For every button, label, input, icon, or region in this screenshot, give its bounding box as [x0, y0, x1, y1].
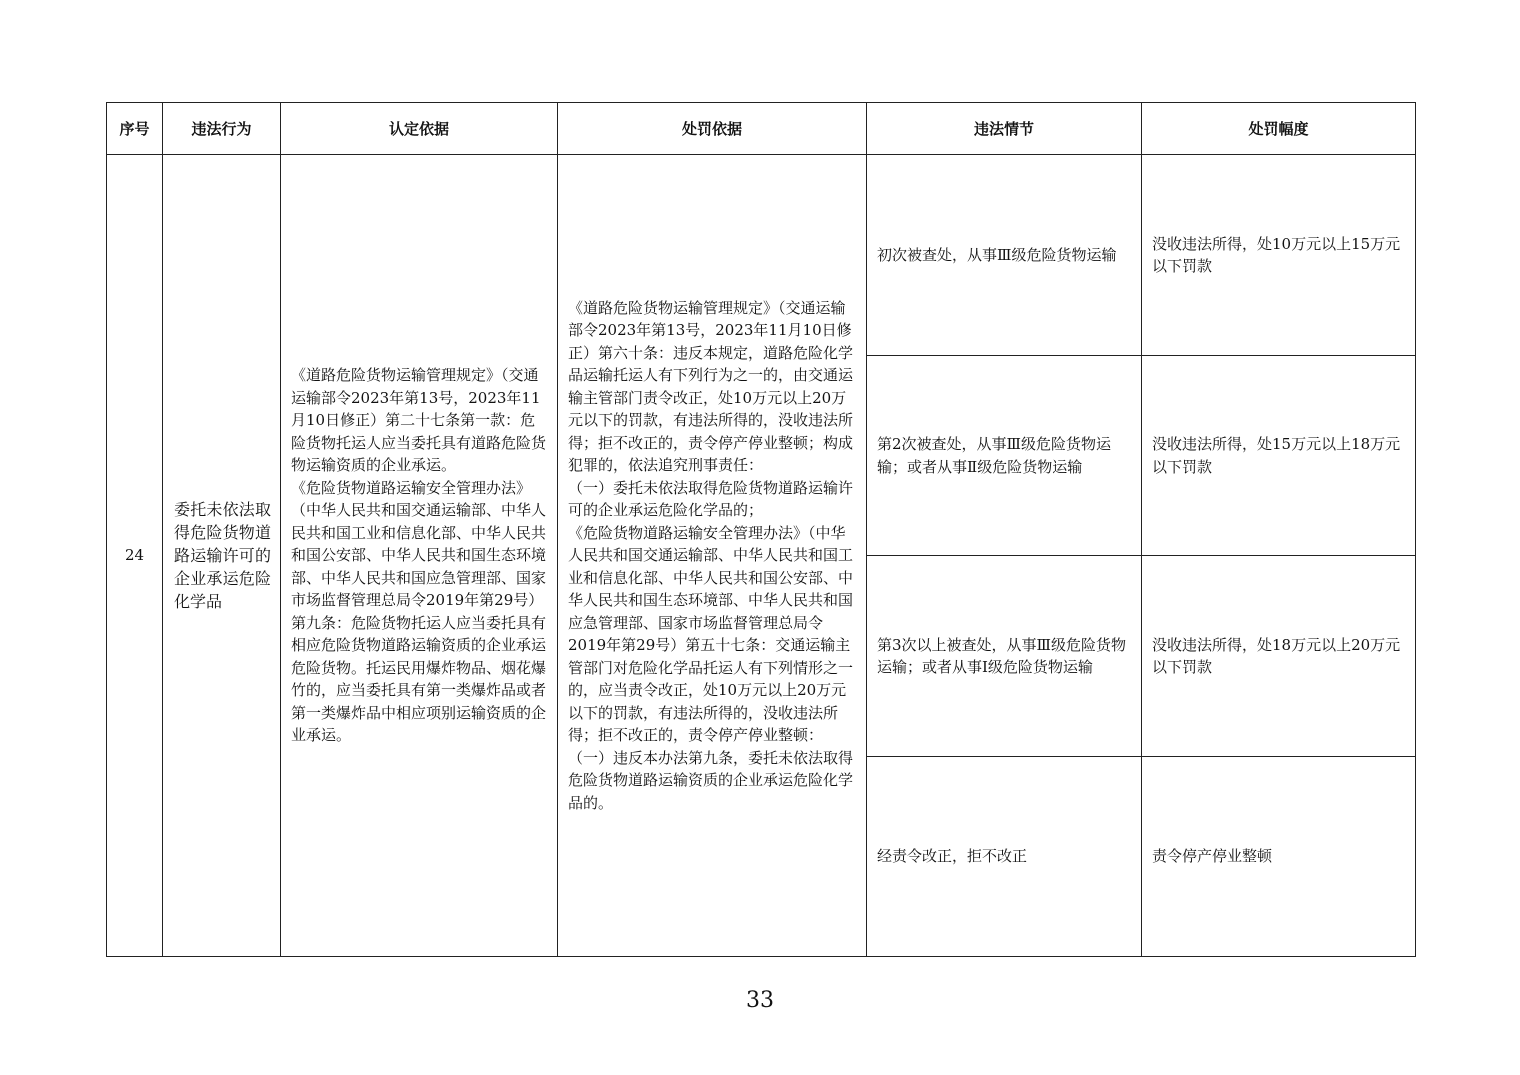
header-serial: 序号 — [107, 103, 163, 155]
row-violation: 委托未依法取得危险货物道路运输许可的企业承运危险化学品 — [163, 155, 281, 957]
tier-2-range: 没收违法所得，处15万元以上18万元以下罚款 — [1142, 356, 1416, 556]
tier-3-range: 没收违法所得，处18万元以上20万元以下罚款 — [1142, 556, 1416, 757]
row-penalty-basis-cell — [558, 155, 867, 957]
table-header-row — [107, 103, 1416, 155]
penalty-table — [106, 102, 1416, 957]
header-violation: 违法行为 — [163, 103, 281, 155]
header-penalty-range: 处罚幅度 — [1142, 103, 1416, 155]
tier-3-circumstance: 第3次以上被查处，从事Ⅲ级危险货物运输；或者从事Ⅰ级危险货物运输 — [867, 556, 1142, 757]
header-circumstance: 违法情节 — [867, 103, 1142, 155]
table-row — [107, 155, 1416, 356]
tier-4-circumstance: 经责令改正，拒不改正 — [867, 757, 1142, 957]
header-determination-basis: 认定依据 — [281, 103, 558, 155]
page-number: 33 — [746, 988, 774, 1013]
tier-1-range: 没收违法所得，处10万元以上15万元以下罚款 — [1142, 155, 1416, 356]
determination-basis-text: 《道路危险货物运输管理规定》（交通运输部令2023年第13号，2023年11月10日修正）第二十七条第一款：危险货物托运人应当委托具有道路危险货物运输资质的企业承运。 《危险货物道路运输安全管理办法》（中华人民共和国交通运输部、中华人民共和国工业和信息化部、中华人民共和国公安部、中华人民共和国生态环境部、中华人民共和国应急管理部、国家市场监督管理总局令2019年第29号）第九条：危险货物托运人应当委托具有相应危险货物道路运输资质的企业承运危险货物。托运民用爆炸物品、烟花爆竹的，应当委托具有第一类爆炸品或者第一类爆炸品中相应项别运输资质的企业承运。 — [291, 366, 547, 745]
tier-2-circumstance: 第2次被查处，从事Ⅲ级危险货物运输；或者从事Ⅱ级危险货物运输 — [867, 356, 1142, 556]
tier-4-range: 责令停产停业整顿 — [1142, 757, 1416, 957]
row-determination-basis-cell — [281, 155, 558, 957]
penalty-basis-text: 《道路危险货物运输管理规定》（交通运输部令2023年第13号，2023年11月10日修正）第六十条：违反本规定，道路危险化学品运输托运人有下列行为之一的，由交通运输主管部门责令改正，处10万元以上20万元以下的罚款，有违法所得的，没收违法所得；拒不改正的，责令停产停业整顿；构成犯罪的，依法追究刑事责任： （一）委托未依法取得危险货物道路运输许可的企业承运危险化学品的； 《危险货物道路运输安全管理办法》（中华人民共和国交通运输部、中华人民共和国工业和信息化部、中华人民共和国公安部、中华人民共和国生态环境部、中华人民共和国应急管理部、国家市场监督管理总局令2019年第29号）第五十七条：交通运输主管部门对危险化学品托运人有下列情形之一的，应当责令改正，处10万元以上20万元以下的罚款，有违法所得的，没收违法所得；拒不改正的，责令停产停业整顿： （一）违反本办法第九条，委托未依法取得危险货物道路运输资质的企业承运危险化学品的。 — [568, 298, 854, 812]
tier-1-circumstance: 初次被查处，从事Ⅲ级危险货物运输 — [867, 155, 1142, 356]
header-penalty-basis: 处罚依据 — [558, 103, 867, 155]
row-serial: 24 — [107, 155, 163, 957]
